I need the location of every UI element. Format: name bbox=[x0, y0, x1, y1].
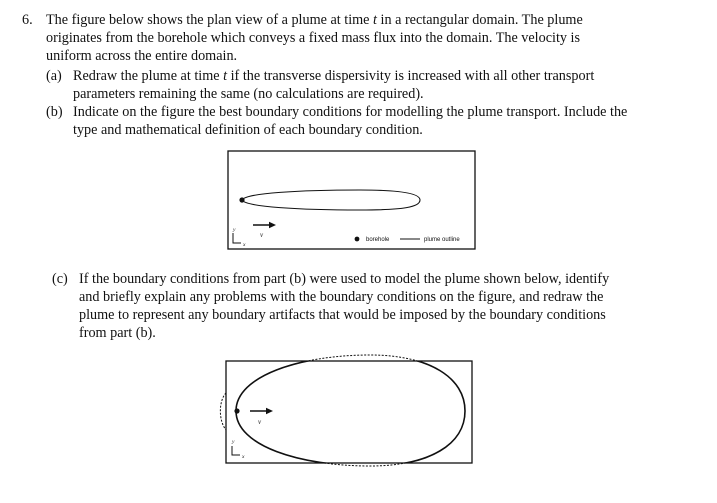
figure-2-borehole-marker bbox=[234, 408, 239, 413]
part-c-label: (c) bbox=[52, 271, 68, 287]
figure-2-axis-x-label: x bbox=[242, 454, 245, 460]
intro-line-1: The figure below shows the plan view of a plume at time t in a rectangular domain. The plume bbox=[46, 12, 583, 28]
question-number: 6. bbox=[22, 12, 33, 28]
figure-1-axis-x-label: x bbox=[243, 242, 246, 248]
intro-line-2: originates from the borehole which conveys a fixed mass flux into the domain. The velocity is bbox=[46, 30, 581, 46]
part-b-label: (b) bbox=[46, 104, 63, 120]
part-c-line-2: and briefly explain any problems with the boundary conditions on the figure, and redraw the bbox=[79, 289, 604, 305]
figure-2-axis-y-label: y bbox=[232, 439, 235, 445]
figure-2-plume-left-bulge bbox=[220, 393, 226, 430]
figure-2-velocity-arrowhead bbox=[266, 408, 273, 414]
part-c-line-1: If the boundary conditions from part (b) were used to model the plume shown below, identify bbox=[79, 271, 610, 287]
part-a-line-1: Redraw the plume at time t if the transverse dispersivity is increased with all other transport bbox=[73, 68, 595, 84]
figure-2-axis-indicator bbox=[232, 446, 240, 455]
figure-1-velocity-label: v bbox=[260, 231, 264, 239]
part-a-label: (a) bbox=[46, 68, 62, 84]
part-a-line-2: parameters remaining the same (no calculations are required). bbox=[73, 86, 424, 102]
part-c-line-3: plume to represent any boundary artifacts that would be imposed by the boundary conditions bbox=[79, 307, 606, 323]
legend-plume-outline-label: plume outline bbox=[424, 237, 460, 243]
legend-borehole-label: borehole bbox=[366, 237, 390, 243]
part-c-line-4: from part (b). bbox=[79, 325, 156, 341]
figure-1-axis-y-label: y bbox=[233, 227, 236, 233]
intro-line-3: uniform across the entire domain. bbox=[46, 48, 238, 64]
part-b-line-2: type and mathematical definition of each boundary condition. bbox=[73, 122, 423, 138]
figure-2-velocity-label: v bbox=[258, 418, 262, 426]
part-b-line-1: Indicate on the figure the best boundary conditions for modelling the plume transport. Include the bbox=[73, 104, 628, 120]
